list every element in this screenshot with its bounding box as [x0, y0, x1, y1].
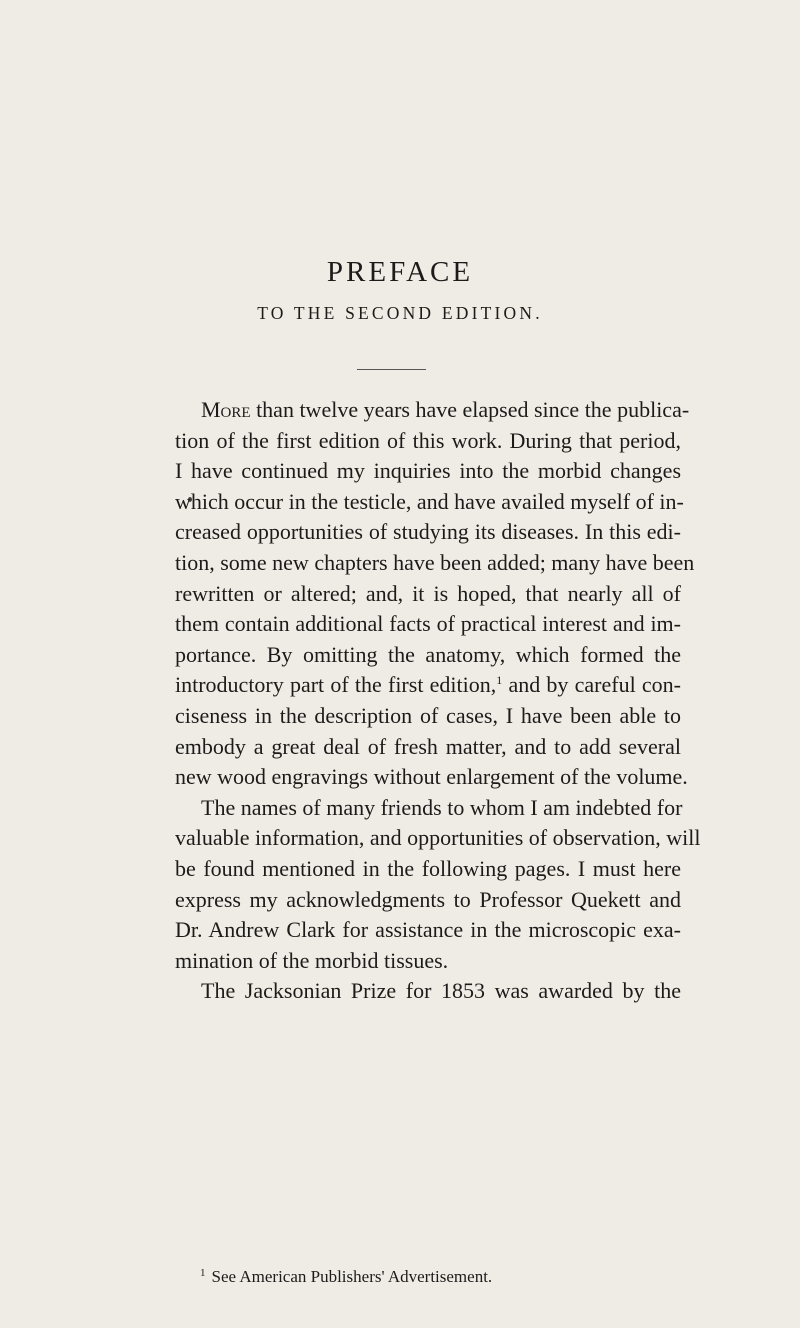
text-line-1: More than twelve years have elapsed since the publica- — [201, 397, 690, 422]
text-line-5: creased opportunities of studying its diseases. In this edi- — [175, 519, 681, 545]
heading-divider — [357, 369, 426, 370]
text-line-6: tion, some new chapters have been added; many have been — [175, 549, 695, 575]
text-line-8: them contain additional facts of practical interest and im- — [175, 611, 681, 637]
footnote-reference[interactable]: 1 — [496, 673, 503, 688]
footnote-text: See American Publishers' Advertisement. — [211, 1267, 493, 1286]
text-line-20: The Jacksonian Prize for 1853 was awarded by the — [201, 978, 681, 1004]
text-line-13: new wood engravings without enlargement of the volume. — [175, 764, 688, 790]
preface-body — [175, 395, 701, 1007]
text-line-14: The names of many friends to whom I am indebted for — [201, 794, 683, 820]
text-line-15: valuable information, and opportunities of observation, will — [175, 825, 701, 851]
text-line-11: ciseness in the description of cases, I have been able to — [175, 702, 681, 728]
text-line-17: express my acknowledgments to Professor Quekett and — [175, 886, 681, 912]
text-line-9: portance. By omitting the anatomy, which formed the — [175, 641, 681, 667]
preface-subheading: TO THE SECOND EDITION. — [257, 303, 543, 323]
text-line-3: I have continued my inquiries into the morbid changes — [175, 458, 681, 484]
text-line-18: Dr. Andrew Clark for assistance in the microscopic exa- — [175, 917, 681, 943]
opening-word: More — [201, 397, 251, 422]
text-line-16: be found mentioned in the following pages. I must here — [175, 855, 681, 881]
text-line-10: introductory part of the first edition,$^1$ and by careful con- — [175, 672, 681, 698]
footnote — [200, 1267, 720, 1287]
text-line-7: rewritten or altered; and, it is hoped, that nearly all of — [175, 580, 681, 606]
text-line-2: tion of the first edition of this work. During that period, — [175, 427, 681, 453]
text-line-19: mination of the morbid tissues. — [175, 947, 449, 973]
footnote-mark: 1 — [200, 1267, 206, 1279]
text-line-4: which occur in the testicle, and have availed myself of in- — [175, 488, 684, 514]
preface-heading: PREFACE — [326, 256, 474, 288]
text-line-12: embody a great deal of fresh matter, and to add several — [175, 733, 681, 759]
